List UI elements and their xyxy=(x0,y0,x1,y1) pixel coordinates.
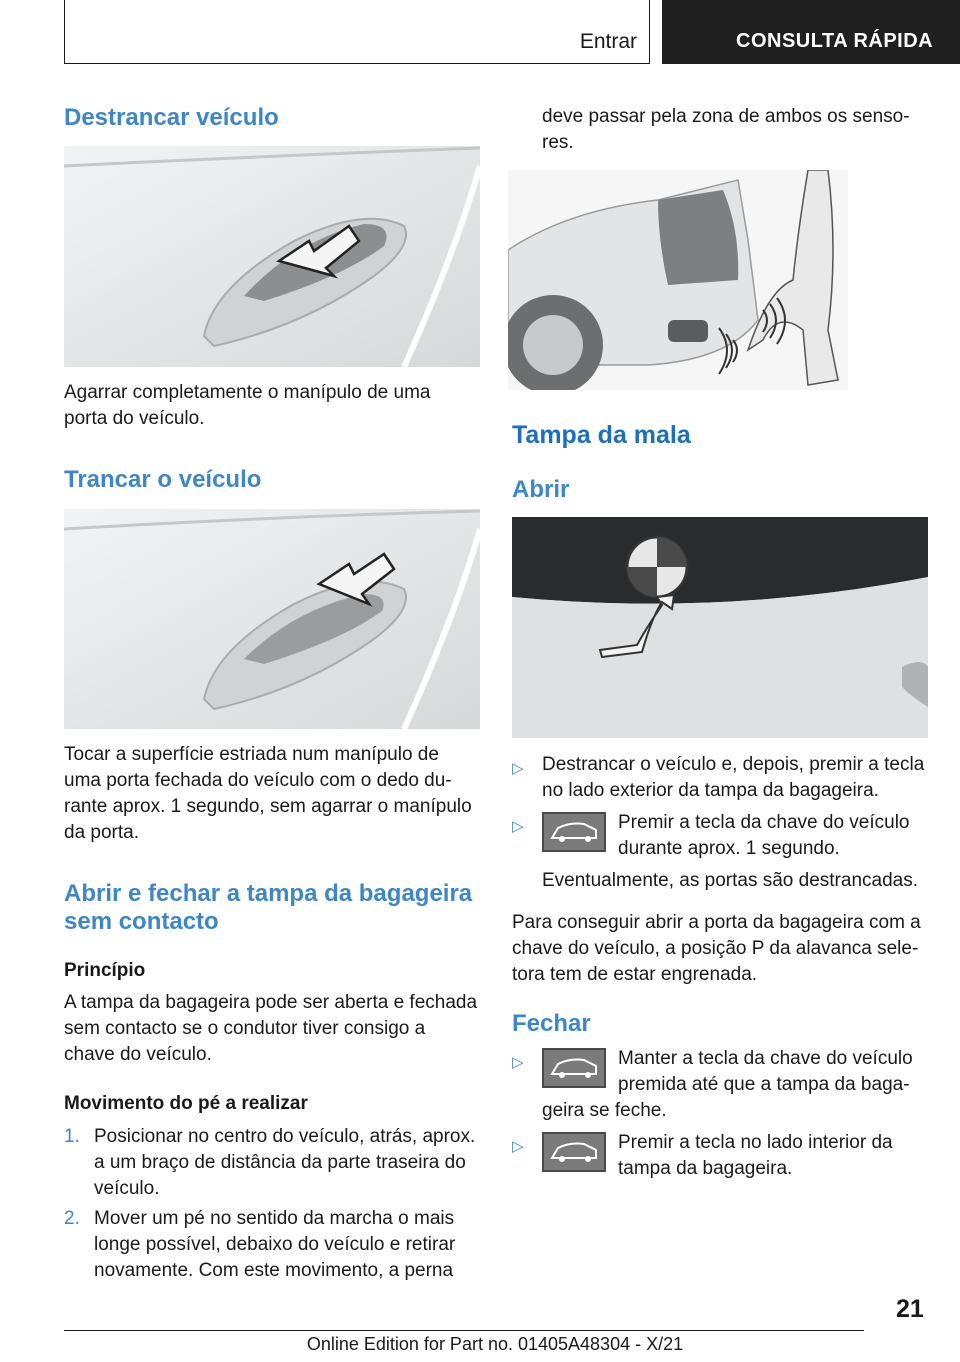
principle-text-line3: chave do veículo. xyxy=(64,1044,212,1065)
contactless-title-line2: sem contacto xyxy=(64,908,219,935)
header-tab-quick-reference: CONSULTA RÁPIDA xyxy=(662,0,960,64)
list-item xyxy=(512,1046,928,1130)
step-text: novamente. Com este movimento, a perna xyxy=(94,1260,454,1281)
item-text: Premir a tecla da chave do veículo xyxy=(618,812,910,833)
unlock-vehicle-title: Destrancar veículo xyxy=(64,104,279,131)
movement-heading: Movimento do pé a realizar xyxy=(64,1093,308,1114)
lock-vehicle-title: Trancar o veículo xyxy=(64,466,262,493)
step-text: Mover um pé no sentido da marcha o mais xyxy=(94,1208,455,1229)
step-text: Posicionar no centro do veículo, atrás, aprox. xyxy=(94,1126,476,1147)
principle-text-line1: A tampa da bagageira pode ser aberta e fechada xyxy=(64,992,478,1013)
contactless-title-line1: Abrir e fechar a tampa da bagageira xyxy=(64,880,473,907)
open-note-line3: tora tem de estar engrenada. xyxy=(512,964,758,985)
step-number: 1. xyxy=(64,1126,80,1147)
step-text: longe possível, debaixo do veículo e retirar xyxy=(94,1234,456,1255)
triangle-bullet-icon: ▷ xyxy=(512,1054,524,1071)
page-header xyxy=(0,0,960,66)
car-key-tailgate-icon xyxy=(542,1048,606,1088)
open-note-line1: Para conseguir abrir a porta da bagageira com a xyxy=(512,912,921,933)
item-text: Manter a tecla da chave do veículo xyxy=(618,1048,913,1069)
item-text: Destrancar o veículo e, depois, premir a tecla xyxy=(542,754,925,775)
principle-text-line2: sem contacto se o condutor tiver consigo a xyxy=(64,1018,426,1039)
tailgate-button-icon xyxy=(542,1132,606,1172)
list-item xyxy=(64,1124,480,1204)
footer-edition xyxy=(0,1334,930,1355)
principle-heading: Princípio xyxy=(64,960,146,981)
list-item xyxy=(512,1130,928,1184)
item-text: premida até que a tampa da baga- xyxy=(618,1074,910,1095)
lock-text-line3: rante aprox. 1 segundo, sem agarrar o manípulo xyxy=(64,796,472,817)
footer-edition-text: Online Edition for Part no. 01405A48304 - X/21 xyxy=(306,1334,684,1354)
continued-text-line1: deve passar pela zona de ambos os senso- xyxy=(542,106,910,127)
car-key-tailgate-icon xyxy=(542,812,606,852)
open-note-line2: chave do veículo, a posição P da alavanca sele- xyxy=(512,938,919,959)
foot-gesture-illustration xyxy=(508,170,848,390)
step-text: a um braço de distância da parte traseira do xyxy=(94,1152,466,1173)
lock-text-line2: uma porta fechada do veículo com o dedo du- xyxy=(64,770,452,791)
item-text: Premir a tecla no lado interior da xyxy=(618,1132,893,1153)
list-item xyxy=(64,1206,480,1286)
tailgate-button-illustration xyxy=(512,517,928,738)
unlock-text-line2: porta do veículo. xyxy=(64,408,205,429)
triangle-bullet-icon: ▷ xyxy=(512,760,524,777)
header-section-box xyxy=(64,0,650,64)
close-subtitle: Fechar xyxy=(512,1010,591,1037)
step-text: veículo. xyxy=(94,1178,160,1199)
step-number: 2. xyxy=(64,1208,80,1229)
list-item xyxy=(512,810,928,894)
page-number: 21 xyxy=(896,1295,924,1323)
lock-text-line4: da porta. xyxy=(64,822,139,843)
continued-text-line2: res. xyxy=(542,132,574,153)
lock-text-line1: Tocar a superfície estriada num manípulo de xyxy=(64,744,439,765)
tailgate-title: Tampa da mala xyxy=(512,421,691,449)
footer-divider xyxy=(64,1330,864,1331)
open-subtitle: Abrir xyxy=(512,476,570,503)
header-section-label: Entrar xyxy=(579,30,637,53)
item-text: durante aprox. 1 segundo. xyxy=(618,838,840,859)
triangle-bullet-icon: ▷ xyxy=(512,1138,524,1155)
unlock-text-line1: Agarrar completamente o manípulo de uma xyxy=(64,382,431,403)
triangle-bullet-icon: ▷ xyxy=(512,818,524,835)
door-handle-unlock-illustration xyxy=(64,146,480,367)
door-handle-lock-illustration xyxy=(64,509,480,729)
item-text: no lado exterior da tampa da bagageira. xyxy=(542,780,879,801)
item-text: Eventualmente, as portas são destrancadas. xyxy=(542,870,919,891)
item-text: tampa da bagageira. xyxy=(618,1158,793,1179)
list-item xyxy=(512,752,928,806)
item-text: geira se feche. xyxy=(542,1100,667,1121)
